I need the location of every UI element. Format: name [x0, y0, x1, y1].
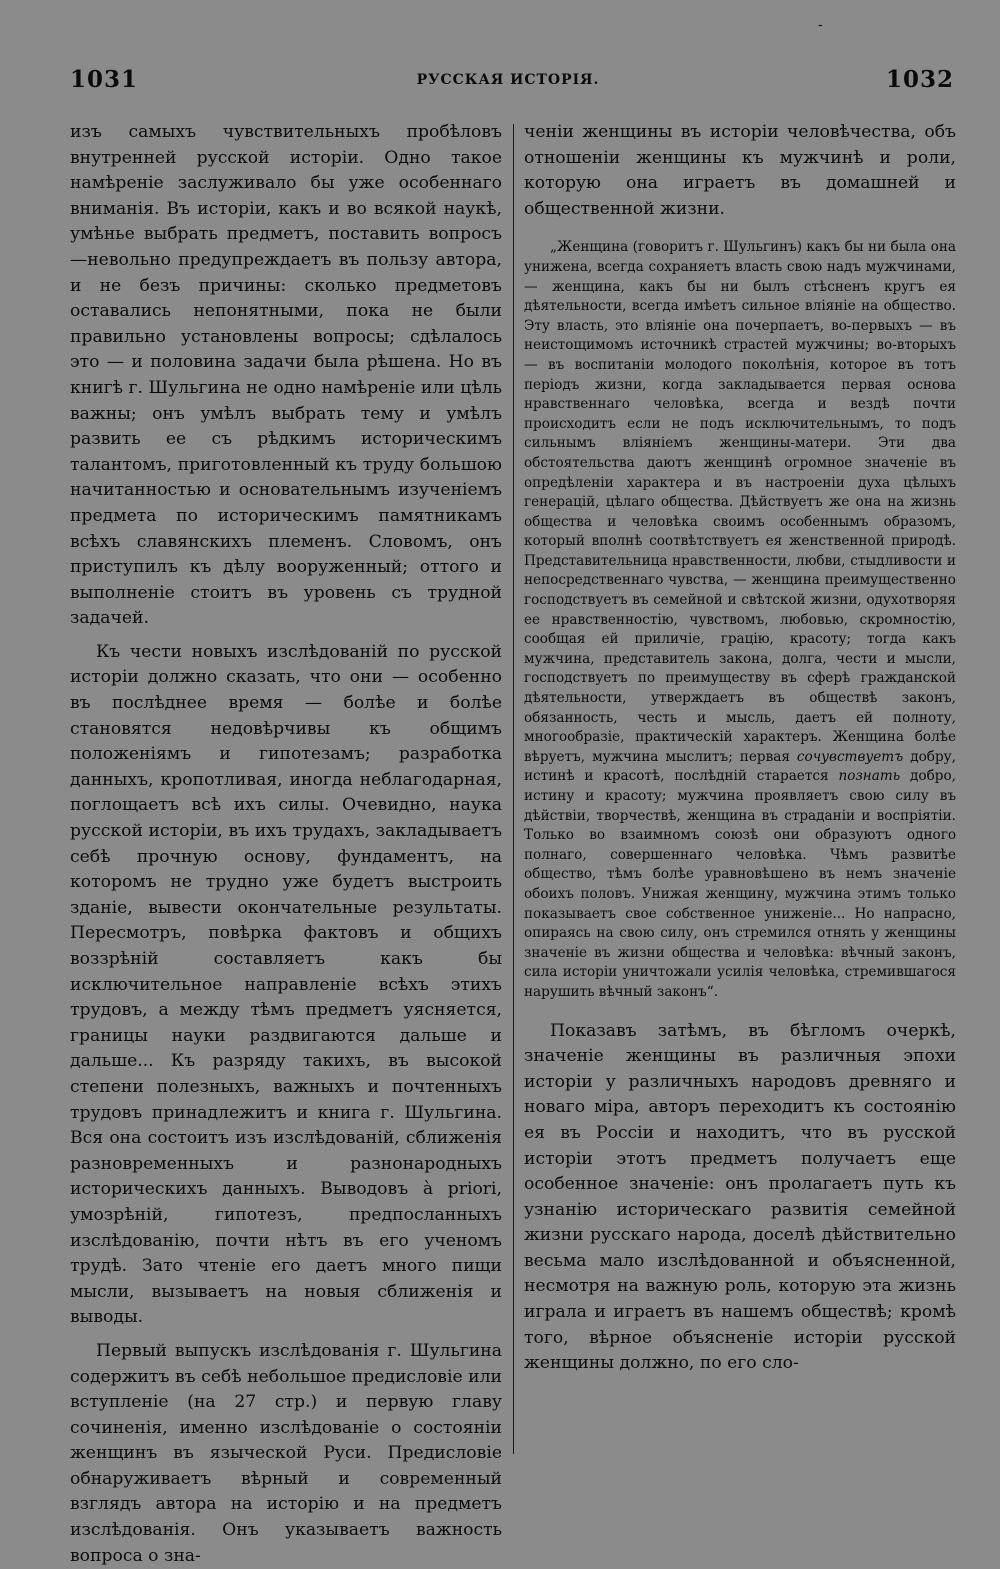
running-title: РУССКАЯ ИСТОРІЯ.	[416, 72, 600, 88]
left-column	[70, 120, 502, 1566]
page-header	[62, 66, 954, 100]
right-column	[524, 120, 956, 1460]
stray-mark: -	[818, 17, 823, 33]
paragraph: ченіи женщины въ исторіи человѣчества, объ отношеніи женщины къ мужчинѣ и роли, которую она играетъ въ домашней и общественной жизни.	[524, 122, 956, 219]
quote-text: добру, истинѣ и красотѣ, послѣдній старается	[524, 748, 956, 785]
page-number-right: 1032	[885, 66, 954, 93]
paragraph: изъ самыхъ чувствительныхъ пробѣловъ внутренней русской исторіи. Одно такое намѣреніе заслуживало бы уже особеннаго вниманія. Въ исторіи, какъ и во всякой наукѣ, умѣнье выбрать предметъ, поставить вопросъ —невольно предупреждаетъ въ пользу автора, и не безъ причины: сколько предметовъ оставались непонятными, пока не были правильно установлены вопросы; сдѣлалось это — и половина задачи была рѣшена. Но въ книгѣ г. Шульгина не одно намѣреніе или цѣль важны; онъ умѣлъ выбрать тему и умѣлъ развить ее съ рѣдкимъ историческимъ талантомъ, приготовленный къ труду большою начитанностью и основательнымъ изученіемъ предмета по историческимъ памятникамъ всѣхъ славянскихъ племенъ. Словомъ, онъ приступилъ къ дѣлу вооруженный; оттого и выполненіе стоитъ въ уровень съ трудной задачей.	[70, 122, 502, 629]
block-quote	[524, 238, 956, 1002]
page-number-left: 1031	[70, 66, 139, 93]
quote-text: добро, истину и красоту; мужчина проявляетъ свою силу въ дѣйствіи, творчествѣ, женщина въ страданіи и воспріятіи. Только во взаимномъ союзѣ они образуютъ одного полнаго, совершеннаго человѣка. Чѣмъ развитѣе общество, тѣмъ болѣе уравновѣшено въ немъ значеніе обоихъ половъ. Унижая женщину, мужчина этимъ только показываетъ свое собственное униженіе... Но напрасно, опираясь на свою силу, онъ стремился отнять у женщины значеніе въ жизни общества и человѣка: вѣчный законъ, сила исторіи уничтожали усилія человѣка, стремившагося нарушить вѣчный законъ“.	[524, 768, 956, 1000]
paragraph: Показавъ затѣмъ, въ бѣгломъ очеркѣ, значеніе женщины въ различныя эпохи исторіи у различныхъ народовъ древняго и новаго міра, авторъ переходитъ къ состоянію ея въ Россіи и находитъ, что въ русской исторіи этотъ предметъ получаетъ еще особенное значеніе: онъ пролагаетъ путь къ узнанію историческаго развитія семейной жизни русскаго народа, доселѣ дѣйствительно весьма мало изслѣдованной и объясненной, несмотря на важную роль, которую эта жизнь играла и играетъ въ нашемъ обществѣ; кромѣ того, вѣрное объясненіе исторіи русской женщины должно, по его сло-	[524, 1020, 956, 1374]
paragraph: Къ чести новыхъ изслѣдованій по русской исторіи должно сказать, что они — особенно въ послѣднее время — болѣе и болѣе становятся недовѣрчивы къ общимъ положеніямъ и гипотезамъ; разработка данныхъ, кропотливая, иногда неблагодарная, поглощаетъ всѣ ихъ силы. Очевидно, наука русской исторіи, въ ихъ трудахъ, закладываетъ себѣ прочную основу, фундаментъ, на которомъ не трудно уже будетъ выстроить зданіе, вывести окончательные результаты. Пересмотръ, повѣрка фактовъ и общихъ воззрѣній составляетъ какъ бы исключительное направленіе всѣхъ этихъ трудовъ, а между тѣмъ предметъ уясняется, границы науки раздвигаются дальше и дальше... Къ разряду такихъ, въ высокой степени полезныхъ, важныхъ и почтенныхъ трудовъ принадлежитъ и книга г. Шульгина. Вся она состоитъ изъ изслѣдованій, сближенія разновременныхъ и разнонародныхъ историческихъ данныхъ. Выводовъ à priori, умозрѣній, гипотезъ, предпосланныхъ изслѣдованію, почти нѣтъ въ его ученомъ трудѣ. Зато чтеніе его даетъ много пищи мысли, вызываетъ на новыя сближенія и выводы.	[70, 641, 502, 1328]
quote-text: „Женщина (говоритъ г. Шульгинъ) какъ бы ни была она унижена, всегда сохраняетъ власть свою надъ мужчинами, — женщина, какъ бы ни былъ стѣсненъ кругъ ея дѣятельности, всегда имѣетъ сильное вліяніе на общество. Эту власть, это вліяніе она почерпаетъ, во-первыхъ — въ неистощимомъ источникѣ страстей мужчины; во-вторыхъ — въ воспитаніи молодого поколѣнія, которое въ тотъ періодъ жизни, когда закладывается первая основа нравственнаго человѣка, всегда и вездѣ почти происходитъ если не подъ исключительнымъ, то подъ сильнымъ вліяніемъ женщины-матери. Эти два обстоятельства даютъ женщинѣ огромное значеніе въ опредѣленіи характера и въ настроеніи духа цѣлыхъ генерацій, цѣлаго общества. Дѣйствуетъ же она на жизнь общества и человѣка своимъ особеннымъ образомъ, который вполнѣ соотвѣтствуетъ ея женственной природѣ. Представительница нравственности, любви, стыдливости и непосредственнаго чувства, — женщина преимущественно господствуетъ въ семейной и свѣтской жизни, одухотворяя ее нравственностію, чувствомъ, любовью, скромностію, сообщая ей приличіе, грацію, красоту; тогда какъ мужчина, представитель закона, долга, чести и мысли, господствуетъ по преимуществу въ сферѣ гражданской дѣятельности, утверждаетъ въ обществѣ законъ, обязанность, честь и мысль, даетъ ей полноту, многообразіе, практическій характеръ. Женщина болѣе вѣруетъ, мужчина мыслитъ; первая	[524, 239, 956, 765]
emphasis: сочувствуетъ	[796, 748, 904, 765]
paragraph: Первый выпускъ изслѣдованія г. Шульгина содержитъ въ себѣ небольшое предисловіе или вступленіе (на 27 стр.) и первую главу сочиненія, именно изслѣдованіе о состояніи женщинъ въ языческой Руси. Предисловіе обнаруживаетъ вѣрный и современный взглядъ автора на исторію и на предметъ изслѣдованія. Онъ указываетъ важность вопроса о зна-	[70, 1340, 502, 1566]
emphasis: познать	[838, 768, 901, 785]
column-divider	[513, 124, 514, 1454]
